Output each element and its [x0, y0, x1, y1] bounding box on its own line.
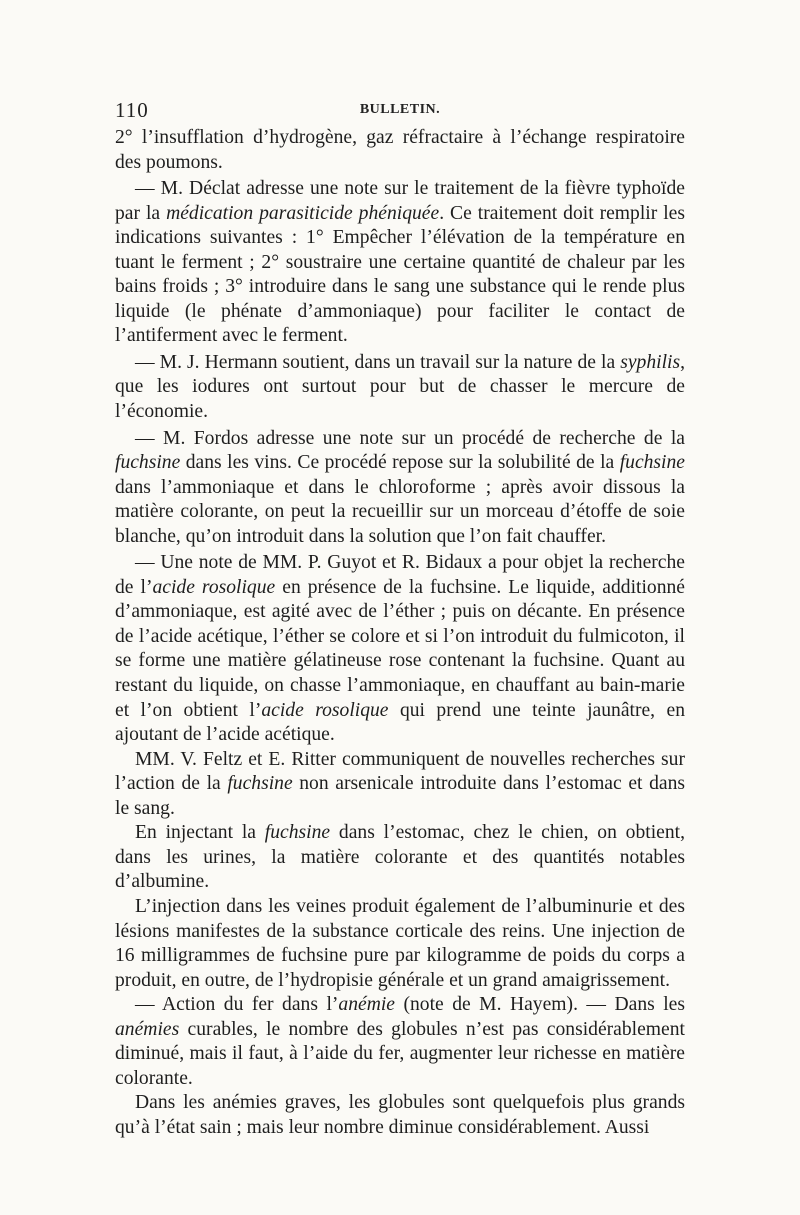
- paragraph-injection-estomac: En injectant la fuchsine dans l’estomac, chez le chien, on obtient, dans les urines, la matière colorante et des quantités notables d’albumine.: [115, 822, 685, 893]
- paragraph-anemies-graves: Dans les anémies graves, les globules sont quelquefois plus grands qu’à l’état sain ; mais leur nombre diminue considérablement. Aussi: [115, 1092, 685, 1138]
- page-header: [115, 98, 685, 122]
- paragraph-fer-anemie: — Action du fer dans l’anémie (note de M. Hayem). — Dans les anémies curables, le nombre des globules n’est pas considérablement diminué, mais il faut, à l’aide du fer, augmenter leur richesse en matière colorante.: [115, 994, 686, 1089]
- paragraph-declat: — M. Déclat adresse une note sur le traitement de la fièvre typhoïde par la médication parasiticide phéniquée. Ce traitement doit remplir les indications suivantes : 1° Empêcher l’élévation de la température en tuant le ferment ; 2° soustraire une certaine quantité de chaleur par les bains froids ; 3° introduire dans le sang une substance qui le rende plus liquide (le phénate d’ammoniaque) pour faciliter le contact de l’antiferment avec le ferment.: [115, 178, 685, 347]
- body-text: [115, 126, 685, 1140]
- paragraph-guyot-bidaux: — Une note de MM. P. Guyot et R. Bidaux a pour objet la recherche de l’acide rosolique en présence de la fuchsine. Le liquide, additionné d’ammoniaque, est agité avec de l’éther ; puis on décante. En présence de l’acide acétique, l’éther se colore et si l’on introduit du fulmicoton, il se forme une matière gélatineuse rose contenant la fuchsine. Quant au restant du liquide, on chasse l’ammoniaque, en chauffant au bain-marie et l’on obtient l’acide rosolique qui prend une teinte jaunâtre, en ajoutant de l’acide acétique.: [115, 552, 685, 746]
- page-number: 110: [115, 98, 149, 122]
- paragraph-insufflation: 2° l’insufflation d’hydrogène, gaz réfractaire à l’échange respiratoire des poumons.: [115, 127, 685, 173]
- paragraph-feltz-ritter: MM. V. Feltz et E. Ritter communiquent de nouvelles recherches sur l’action de la fuchsine non arsenicale introduite dans l’estomac et dans le sang.: [115, 748, 685, 819]
- paragraph-injection-veines: L’injection dans les veines produit également de l’albuminurie et des lésions manifestes de la substance corticale des reins. Une injection de 16 milligrammes de fuchsine pure par kilogramme de poids du corps a produit, en outre, de l’hydropisie générale et un grand amaigrissement.: [115, 895, 685, 991]
- paragraph-hermann: — M. J. Hermann soutient, dans un travail sur la nature de la syphilis, que les iodures ont surtout pour but de chasser le mercure de l’économie.: [115, 351, 685, 423]
- running-title: BULLETIN.: [359, 102, 441, 117]
- paragraph-fordos: — M. Fordos adresse une note sur un procédé de recherche de la fuchsine dans les vins. Ce procédé repose sur la solubilité de la fuchsine dans l’ammoniaque et dans le chloroforme ; après avoir dissous la matière colorante, on peut la recueillir sur un morceau d’étoffe de soie blanche, qu’on introduit dans la solution que l’on fait chauffer.: [115, 427, 685, 547]
